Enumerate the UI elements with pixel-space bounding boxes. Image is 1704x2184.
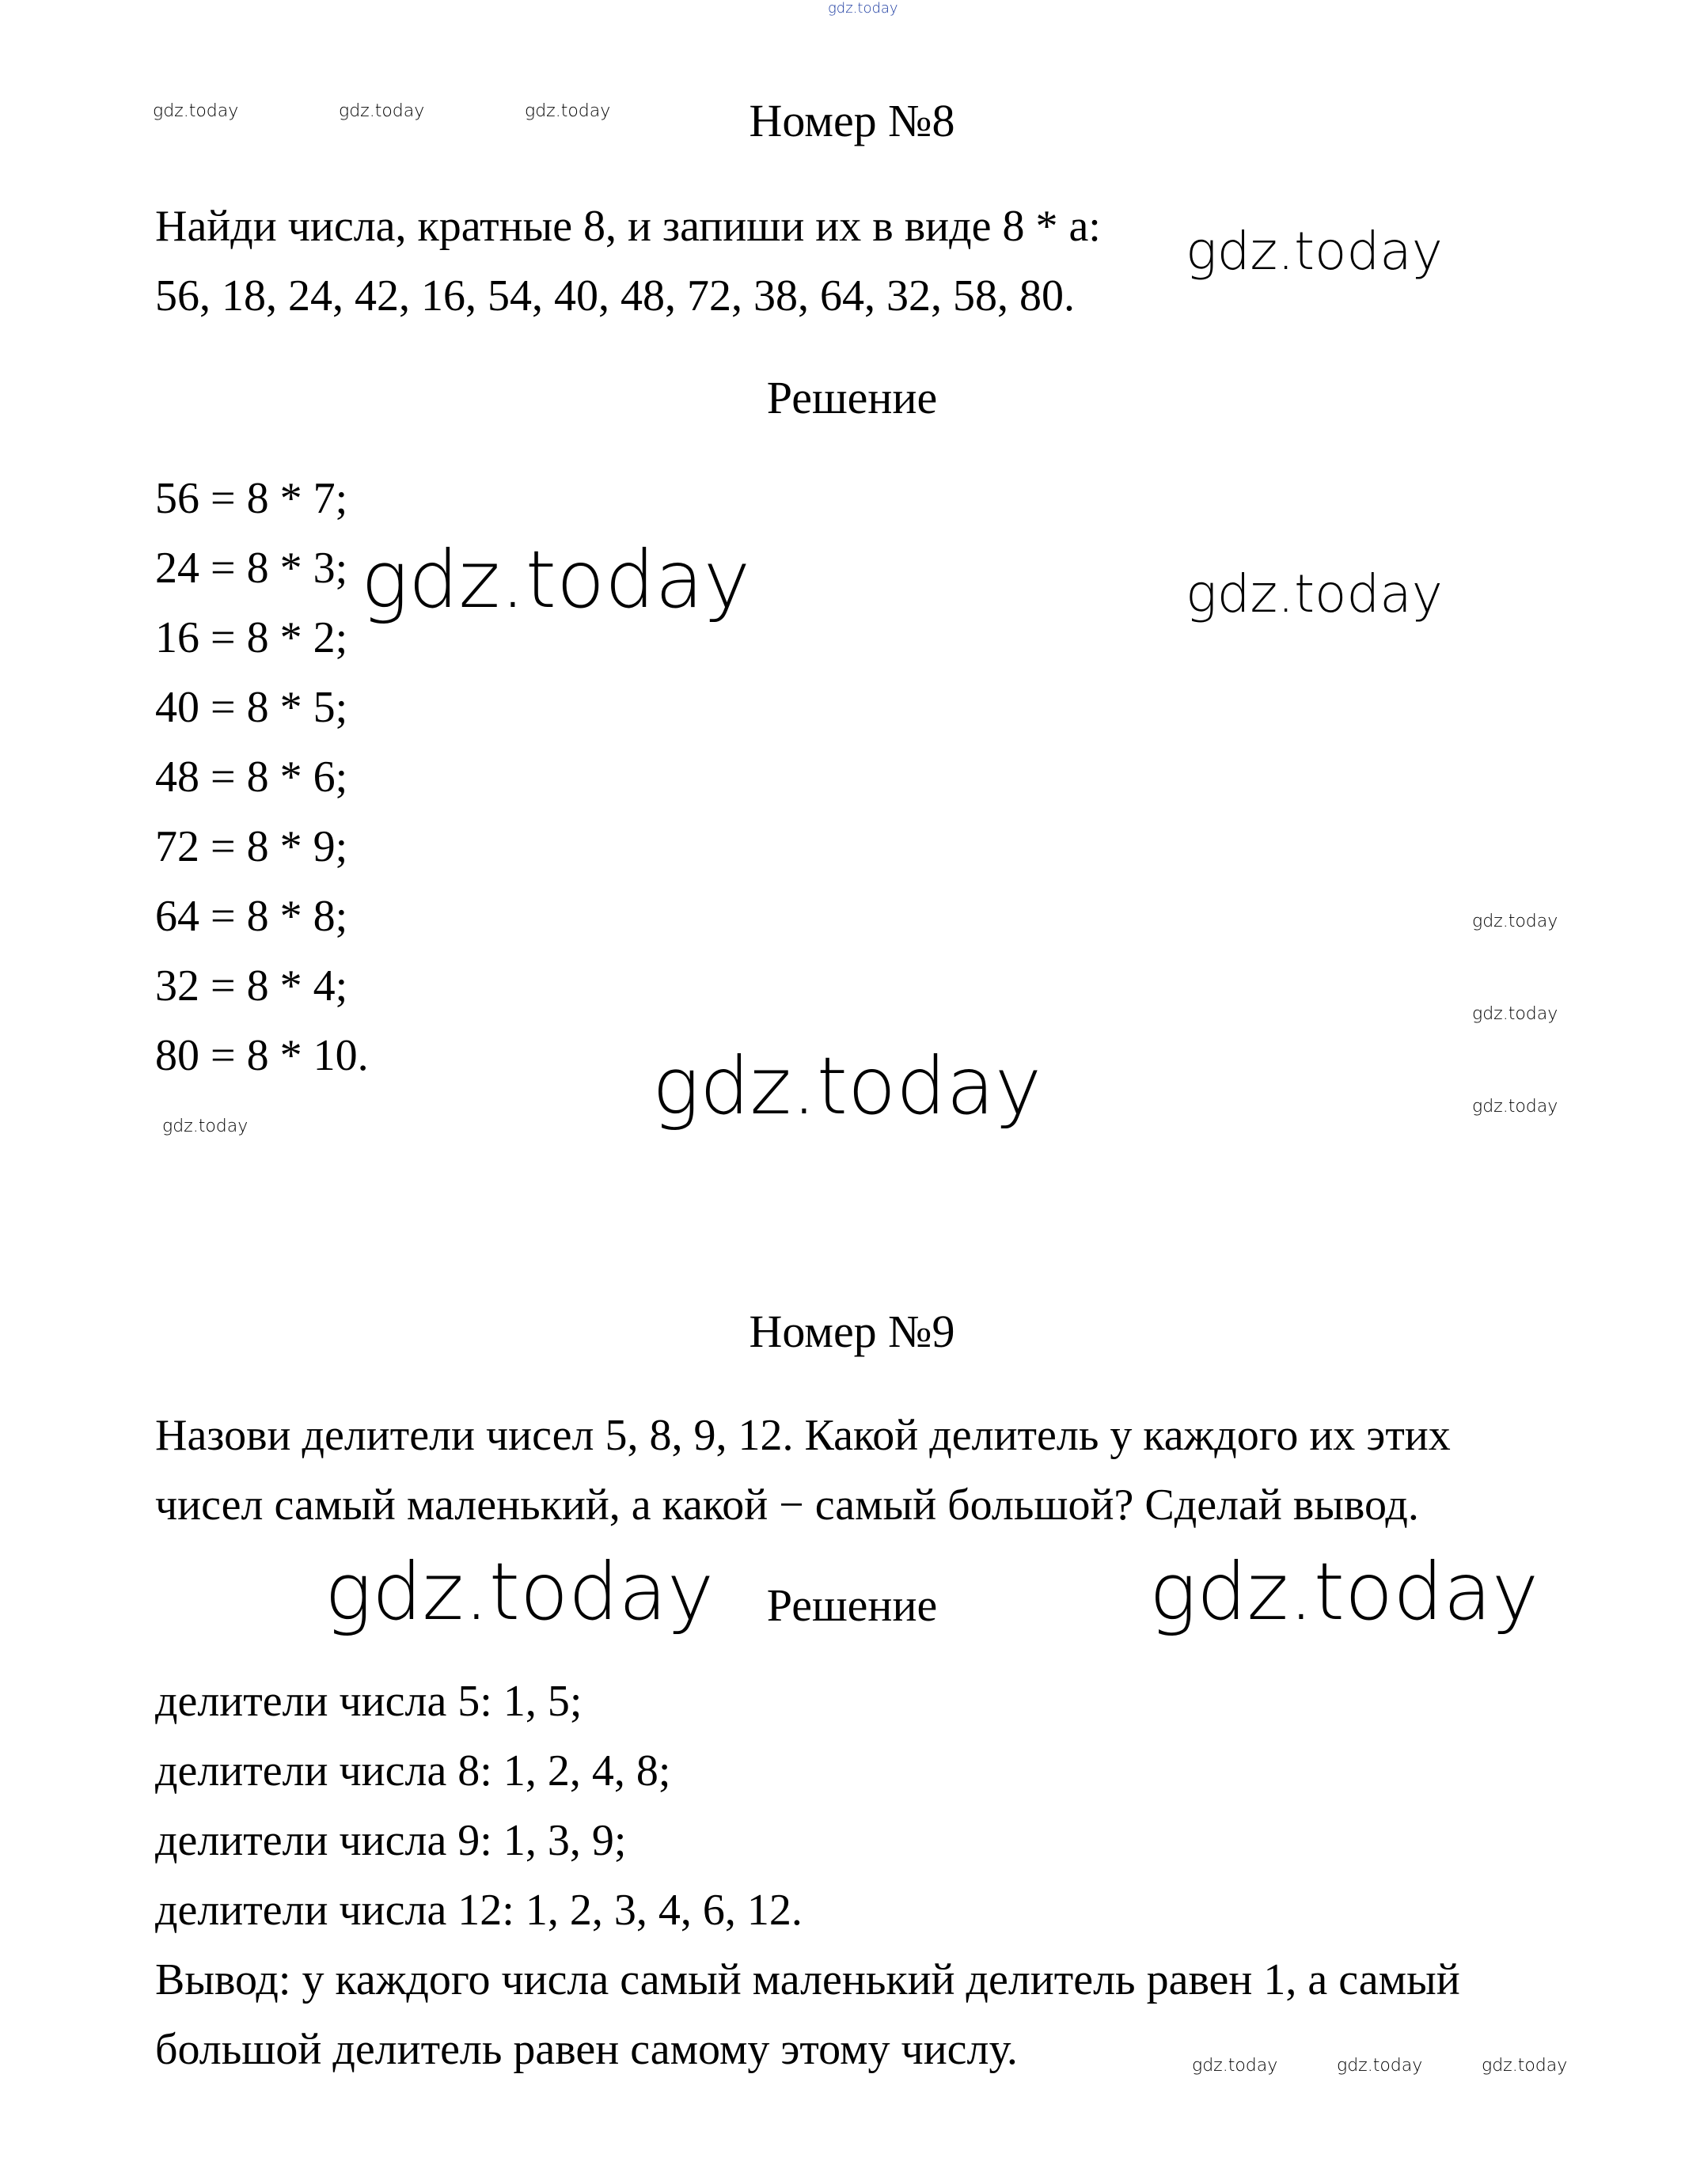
watermark: gdz.today <box>1472 1004 1558 1024</box>
answer-line: 64 = 8 * 8; <box>155 892 348 941</box>
watermark: gdz.today <box>1186 221 1443 282</box>
watermark: gdz.today <box>1192 2056 1278 2076</box>
answer-line: 48 = 8 * 6; <box>155 753 348 802</box>
watermark: gdz.today <box>153 101 239 121</box>
watermark: gdz.today <box>1149 1545 1539 1638</box>
task-question-line: чисел самый маленький, а какой − самый большой? Сделай вывод. <box>155 1481 1419 1530</box>
answer-line: 32 = 8 * 4; <box>155 961 348 1010</box>
watermark: gdz.today <box>828 0 898 17</box>
watermark: gdz.today <box>1186 563 1443 624</box>
conclusion-line: Вывод: у каждого числа самый маленький делитель равен 1, а самый <box>155 1955 1460 2004</box>
task-heading: Номер №8 <box>749 95 955 146</box>
watermark: gdz.today <box>1472 1097 1558 1117</box>
answer-line: делители числа 9: 1, 3, 9; <box>155 1816 627 1865</box>
answer-line: делители числа 5: 1, 5; <box>155 1677 583 1726</box>
watermark: gdz.today <box>339 101 425 121</box>
answer-line: делители числа 8: 1, 2, 4, 8; <box>155 1746 671 1795</box>
task-question-line: Назови делители чисел 5, 8, 9, 12. Какой делитель у каждого их этих <box>155 1411 1451 1460</box>
answer-line: 16 = 8 * 2; <box>155 613 348 662</box>
task-question-line: Найди числа, кратные 8, и запиши их в виде 8 * а: <box>155 202 1101 251</box>
watermark: gdz.today <box>324 1545 715 1638</box>
conclusion-line: большой делитель равен самому этому числу. <box>155 2025 1018 2074</box>
solution-heading: Решение <box>766 372 938 423</box>
watermark: gdz.today <box>1472 912 1558 931</box>
answer-line: 72 = 8 * 9; <box>155 822 348 871</box>
watermark: gdz.today <box>361 533 751 626</box>
answer-line: 56 = 8 * 7; <box>155 474 348 523</box>
answer-line: 24 = 8 * 3; <box>155 544 348 593</box>
answer-line: делители числа 12: 1, 2, 3, 4, 6, 12. <box>155 1886 803 1935</box>
answer-line: 40 = 8 * 5; <box>155 683 348 732</box>
task-heading: Номер №9 <box>749 1306 955 1357</box>
watermark: gdz.today <box>1482 2056 1568 2076</box>
task-question-line: 56, 18, 24, 42, 16, 54, 40, 48, 72, 38, 64, 32, 58, 80. <box>155 271 1075 320</box>
watermark: gdz.today <box>525 101 611 121</box>
watermark: gdz.today <box>652 1040 1042 1132</box>
watermark: gdz.today <box>162 1117 249 1136</box>
answer-line: 80 = 8 * 10. <box>155 1031 369 1080</box>
watermark: gdz.today <box>1337 2056 1423 2076</box>
solution-heading: Решение <box>766 1579 938 1631</box>
